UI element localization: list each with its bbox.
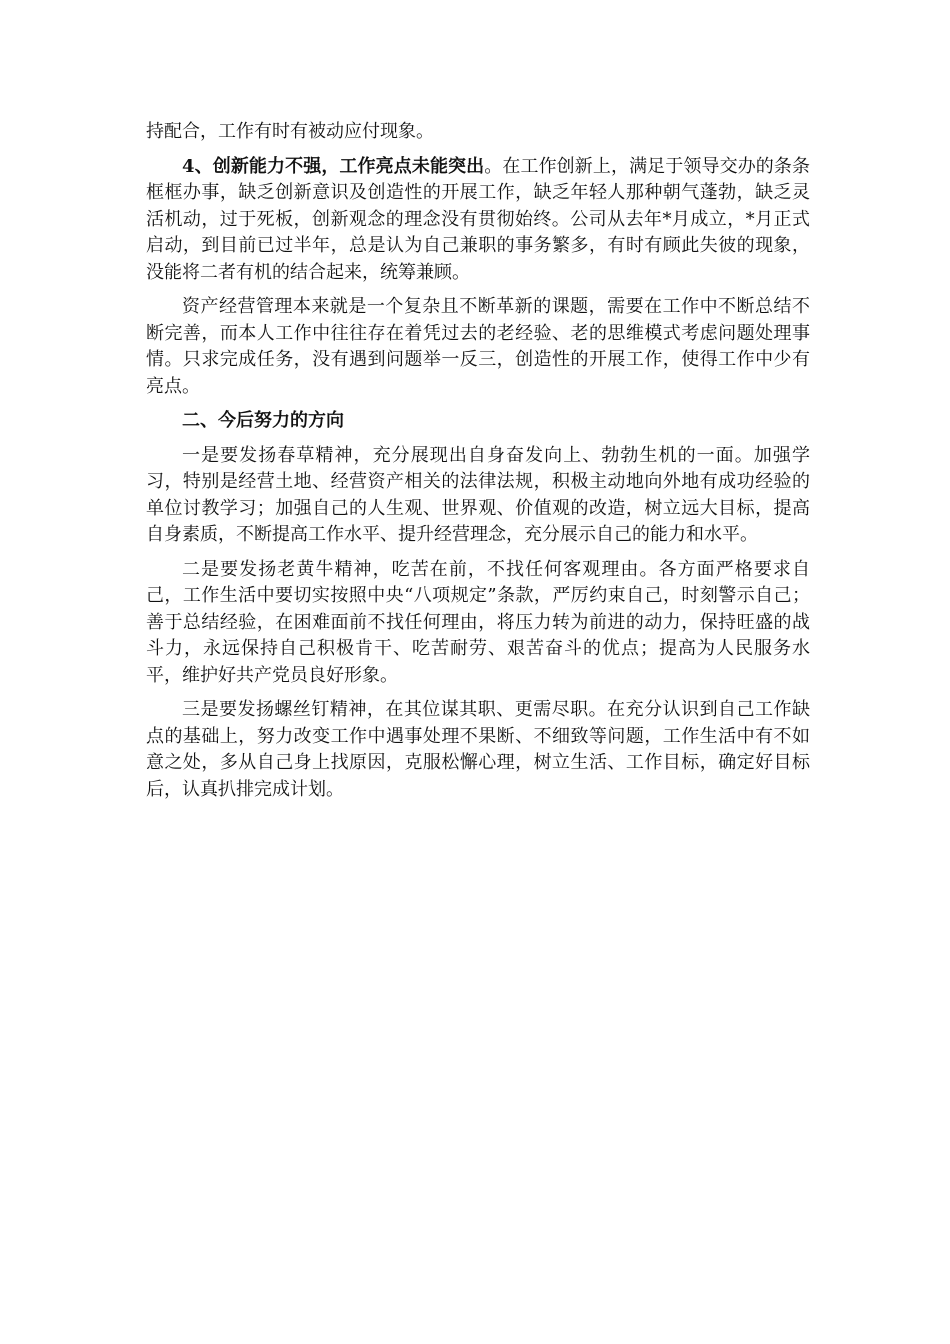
paragraph-old-ox: 二是要发扬老黄牛精神，吃苦在前，不找任何客观理由。各方面严格要求自己，工作生活中要切实按照中央“八项规定”条款，严厉约束自己，时刻警示自己；善于总结经验，在困难面前不找任何理由，将压力转为前进的动力，保持旺盛的战斗力，永远保持自己积极肯干、吃苦耐劳、艰苦奋斗的优点；提高为人民服务水平，维护好共产党员良好形象。 [146, 558, 810, 686]
paragraph-body: 。在工作创新上，满足于领导交办的条条框框办事，缺乏创新意识及创造性的开展工作，缺乏年轻人那种朝气蓬勃，缺乏灵活机动，过于死板，创新观念的理念没有贯彻始终。公司从去年*月成立，*月正式启动，到目前已过半年，总是认为自己兼职的事务繁多，有时有顾此失彼的现象，没能将二者有机的结合起来，统筹兼顾。 [146, 155, 810, 283]
section-heading: 二、今后努力的方向 [182, 410, 344, 431]
document-body [146, 119, 810, 811]
paragraph-innovation [146, 154, 810, 287]
paragraph-asset-management: 资产经营管理本来就是一个复杂且不断革新的课题，需要在工作中不断总结不断完善，而本人工作中往往存在着凭过去的老经验、老的思维模式考虑问题处理事情。只求完成任务，没有遇到问题举一反三，创造性的开展工作，使得工作中少有亮点。 [146, 296, 810, 397]
paragraph-lead-heading: 4、创新能力不强，工作亮点未能突出 [182, 155, 485, 177]
paragraph-spring-grass: 一是要发扬春草精神，充分展现出自身奋发向上、勃勃生机的一面。加强学习，特别是经营土地、经营资产相关的法律法规，积极主动地向外地有成功经验的单位讨教学习；加强自己的人生观、世界观、价值观的改造，树立远大目标，提高自身素质，不断提高工作水平、提升经营理念，充分展示自己的能力和水平。 [146, 444, 810, 545]
paragraph-screw: 三是要发扬螺丝钉精神，在其位谋其职、更需尽职。在充分认识到自己工作缺点的基础上，努力改变工作中遇事处理不果断、不细致等问题，工作生活中有不如意之处，多从自己身上找原因，克服松懈心理，树立生活、工作目标，确定好目标后，认真扒排完成计划。 [146, 699, 810, 800]
paragraph-continuation: 持配合，工作有时有被动应付现象。 [146, 121, 434, 142]
